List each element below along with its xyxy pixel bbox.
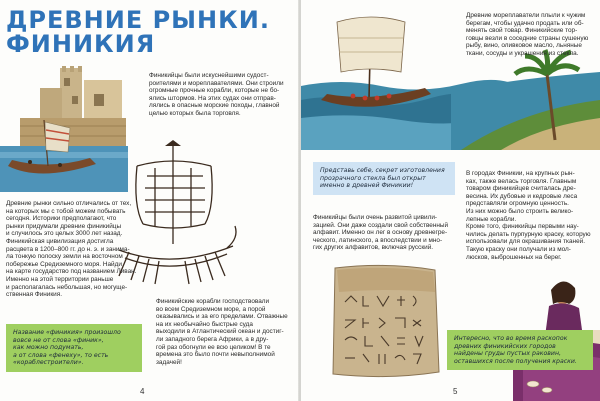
note-line: Название «финикия» произошло bbox=[13, 329, 121, 336]
text-line: зацией. Они даже создали свой собственный bbox=[313, 221, 449, 229]
text-line: товаром финикийцев считалась дре- bbox=[466, 185, 576, 193]
page-number: 5 bbox=[453, 387, 458, 396]
text-line: ках, также велась торговля. Главным bbox=[466, 177, 577, 185]
text-line: весина. Их дубовые и кедровые леса bbox=[466, 192, 578, 200]
trade-paragraph bbox=[466, 170, 591, 261]
text-line: Финикийская цивилизация достигла bbox=[6, 237, 114, 245]
text-line: Такую краску они получали из мол- bbox=[466, 245, 571, 253]
text-line: Кроме того, финикийцы первыми нау- bbox=[466, 223, 579, 231]
text-line: использовали для окрашивания тканей. bbox=[466, 238, 585, 246]
text-line: Финикийцы были очень развитой цивили- bbox=[313, 214, 438, 221]
note-line: а от слова «фенеху», то есть bbox=[13, 351, 109, 359]
note-line: «кораблестроители». bbox=[13, 359, 84, 367]
intro-paragraph bbox=[149, 72, 284, 118]
text-line: рыбу, вино, оливковое масло, льняные bbox=[466, 42, 582, 50]
text-line: ялись штормов. На этих судах они отправ- bbox=[149, 94, 276, 102]
text-line: лялись в опасные морские походы, главной bbox=[149, 102, 280, 110]
fact-note-glass bbox=[313, 162, 455, 195]
text-line: гих других алфавитов, включая русский. bbox=[313, 244, 434, 252]
text-line: расцвета в 1200–800 гг. до н. э. и занима- bbox=[6, 245, 130, 253]
text-line: побережье Средиземного моря. Найди bbox=[6, 260, 122, 268]
text-line: и случилось это целых 3000 лет назад. bbox=[6, 230, 123, 238]
text-line: лепные корабли. bbox=[466, 215, 517, 223]
history-paragraph bbox=[6, 200, 136, 299]
text-line: берегам, чтобы удачно продать или об- bbox=[466, 19, 584, 27]
text-line: времена это было почти невыполнимой bbox=[156, 351, 275, 359]
page-number: 4 bbox=[140, 387, 145, 396]
text-line: рынки придумали древние финикийцы bbox=[6, 222, 122, 230]
note-line: древних финикийских городов bbox=[454, 342, 556, 350]
left-page bbox=[0, 0, 299, 401]
note-line: как можно подумать, bbox=[13, 344, 84, 352]
note-line: вовсе не от слова «финик», bbox=[13, 336, 104, 344]
title-line-1: ДРЕВНИЕ РЫНКИ. bbox=[6, 6, 270, 34]
note-line: найдены груды пустых раковин, bbox=[454, 350, 561, 358]
note-line: Интересно, что во время раскопок bbox=[454, 335, 568, 342]
note-line: прозрачного стекла был открыт bbox=[320, 174, 426, 182]
text-line: на которых мы с тобой можем побывать bbox=[6, 207, 126, 215]
note-line: именно в древней Финикии! bbox=[320, 182, 414, 190]
text-line: ческого, латинского, а впоследствии и мно- bbox=[313, 236, 443, 244]
text-line: В городах Финикии, на крупных рын- bbox=[466, 170, 575, 177]
text-line: целью которых была торговля. bbox=[149, 109, 241, 117]
ships-paragraph bbox=[156, 298, 288, 366]
text-line: задачей! bbox=[156, 358, 182, 366]
text-line: и располагалась небольшая, но могуще- bbox=[6, 283, 128, 291]
page-title bbox=[6, 8, 270, 56]
title-line-2: ФИНИКИЯ bbox=[6, 30, 156, 58]
text-line: ткани, сосуды и украшения из стекла. bbox=[466, 49, 579, 57]
alphabet-paragraph bbox=[313, 214, 448, 252]
text-line: Финикийцы были искуснейшими судост- bbox=[149, 72, 269, 79]
fact-note-shells bbox=[447, 330, 593, 370]
text-line: огромные прочные корабли, которые не бо- bbox=[149, 87, 280, 95]
text-line: алфавит. Именно он лег в основу древнегре- bbox=[313, 229, 448, 237]
text-line: сегодня. Историки предполагают, что bbox=[6, 215, 117, 223]
text-line: гой раз обогнули ее всю целиком! В те bbox=[156, 343, 271, 351]
text-line: выходили в Атлантический океан и достиг- bbox=[156, 328, 284, 336]
sea-trade-paragraph bbox=[466, 12, 588, 58]
text-line: люсков, выброшенных на берег. bbox=[466, 253, 562, 261]
text-line: во всем Средиземном море, а порой bbox=[156, 305, 266, 313]
text-line: Древние рынки сильно отличались от тех, bbox=[6, 200, 132, 207]
note-line: оставшихся после получения краски. bbox=[454, 357, 577, 365]
alphabet-tablet-illustration bbox=[327, 262, 445, 382]
text-line: Древние мореплаватели плыли к чужим bbox=[466, 12, 586, 19]
text-line: ла тонкую полоску земли на восточном bbox=[6, 253, 123, 261]
text-line: Из них можно было строить велико- bbox=[466, 207, 574, 215]
text-line: ли западного берега Африки, а в дру- bbox=[156, 335, 269, 343]
text-line: чились делать пурпурную краску, которую bbox=[466, 230, 591, 238]
text-line: роителями и мореплавателями. Они строили bbox=[149, 79, 284, 87]
text-line: Финикийские корабли господствовали bbox=[156, 298, 270, 305]
fact-note-name-origin bbox=[6, 324, 142, 372]
text-line: ственная Финикия. bbox=[6, 291, 62, 299]
text-line: говцы везли в соседние страны сушеную bbox=[466, 34, 589, 42]
text-line: оказывались и за его пределами. Отважные bbox=[156, 313, 288, 321]
text-line: представляли огромную ценность. bbox=[466, 200, 569, 208]
text-line: на карте государство под названием Ливан. bbox=[6, 268, 137, 276]
port-city-illustration bbox=[0, 66, 128, 192]
text-line: на их необычайно быстрые суда bbox=[156, 320, 253, 328]
right-page bbox=[301, 0, 600, 401]
text-line: менять свой товар. Финикийские тор- bbox=[466, 27, 578, 35]
text-line: Именно на этой территории раньше bbox=[6, 275, 114, 283]
note-line: Представь себе, секрет изготовления bbox=[320, 167, 445, 174]
